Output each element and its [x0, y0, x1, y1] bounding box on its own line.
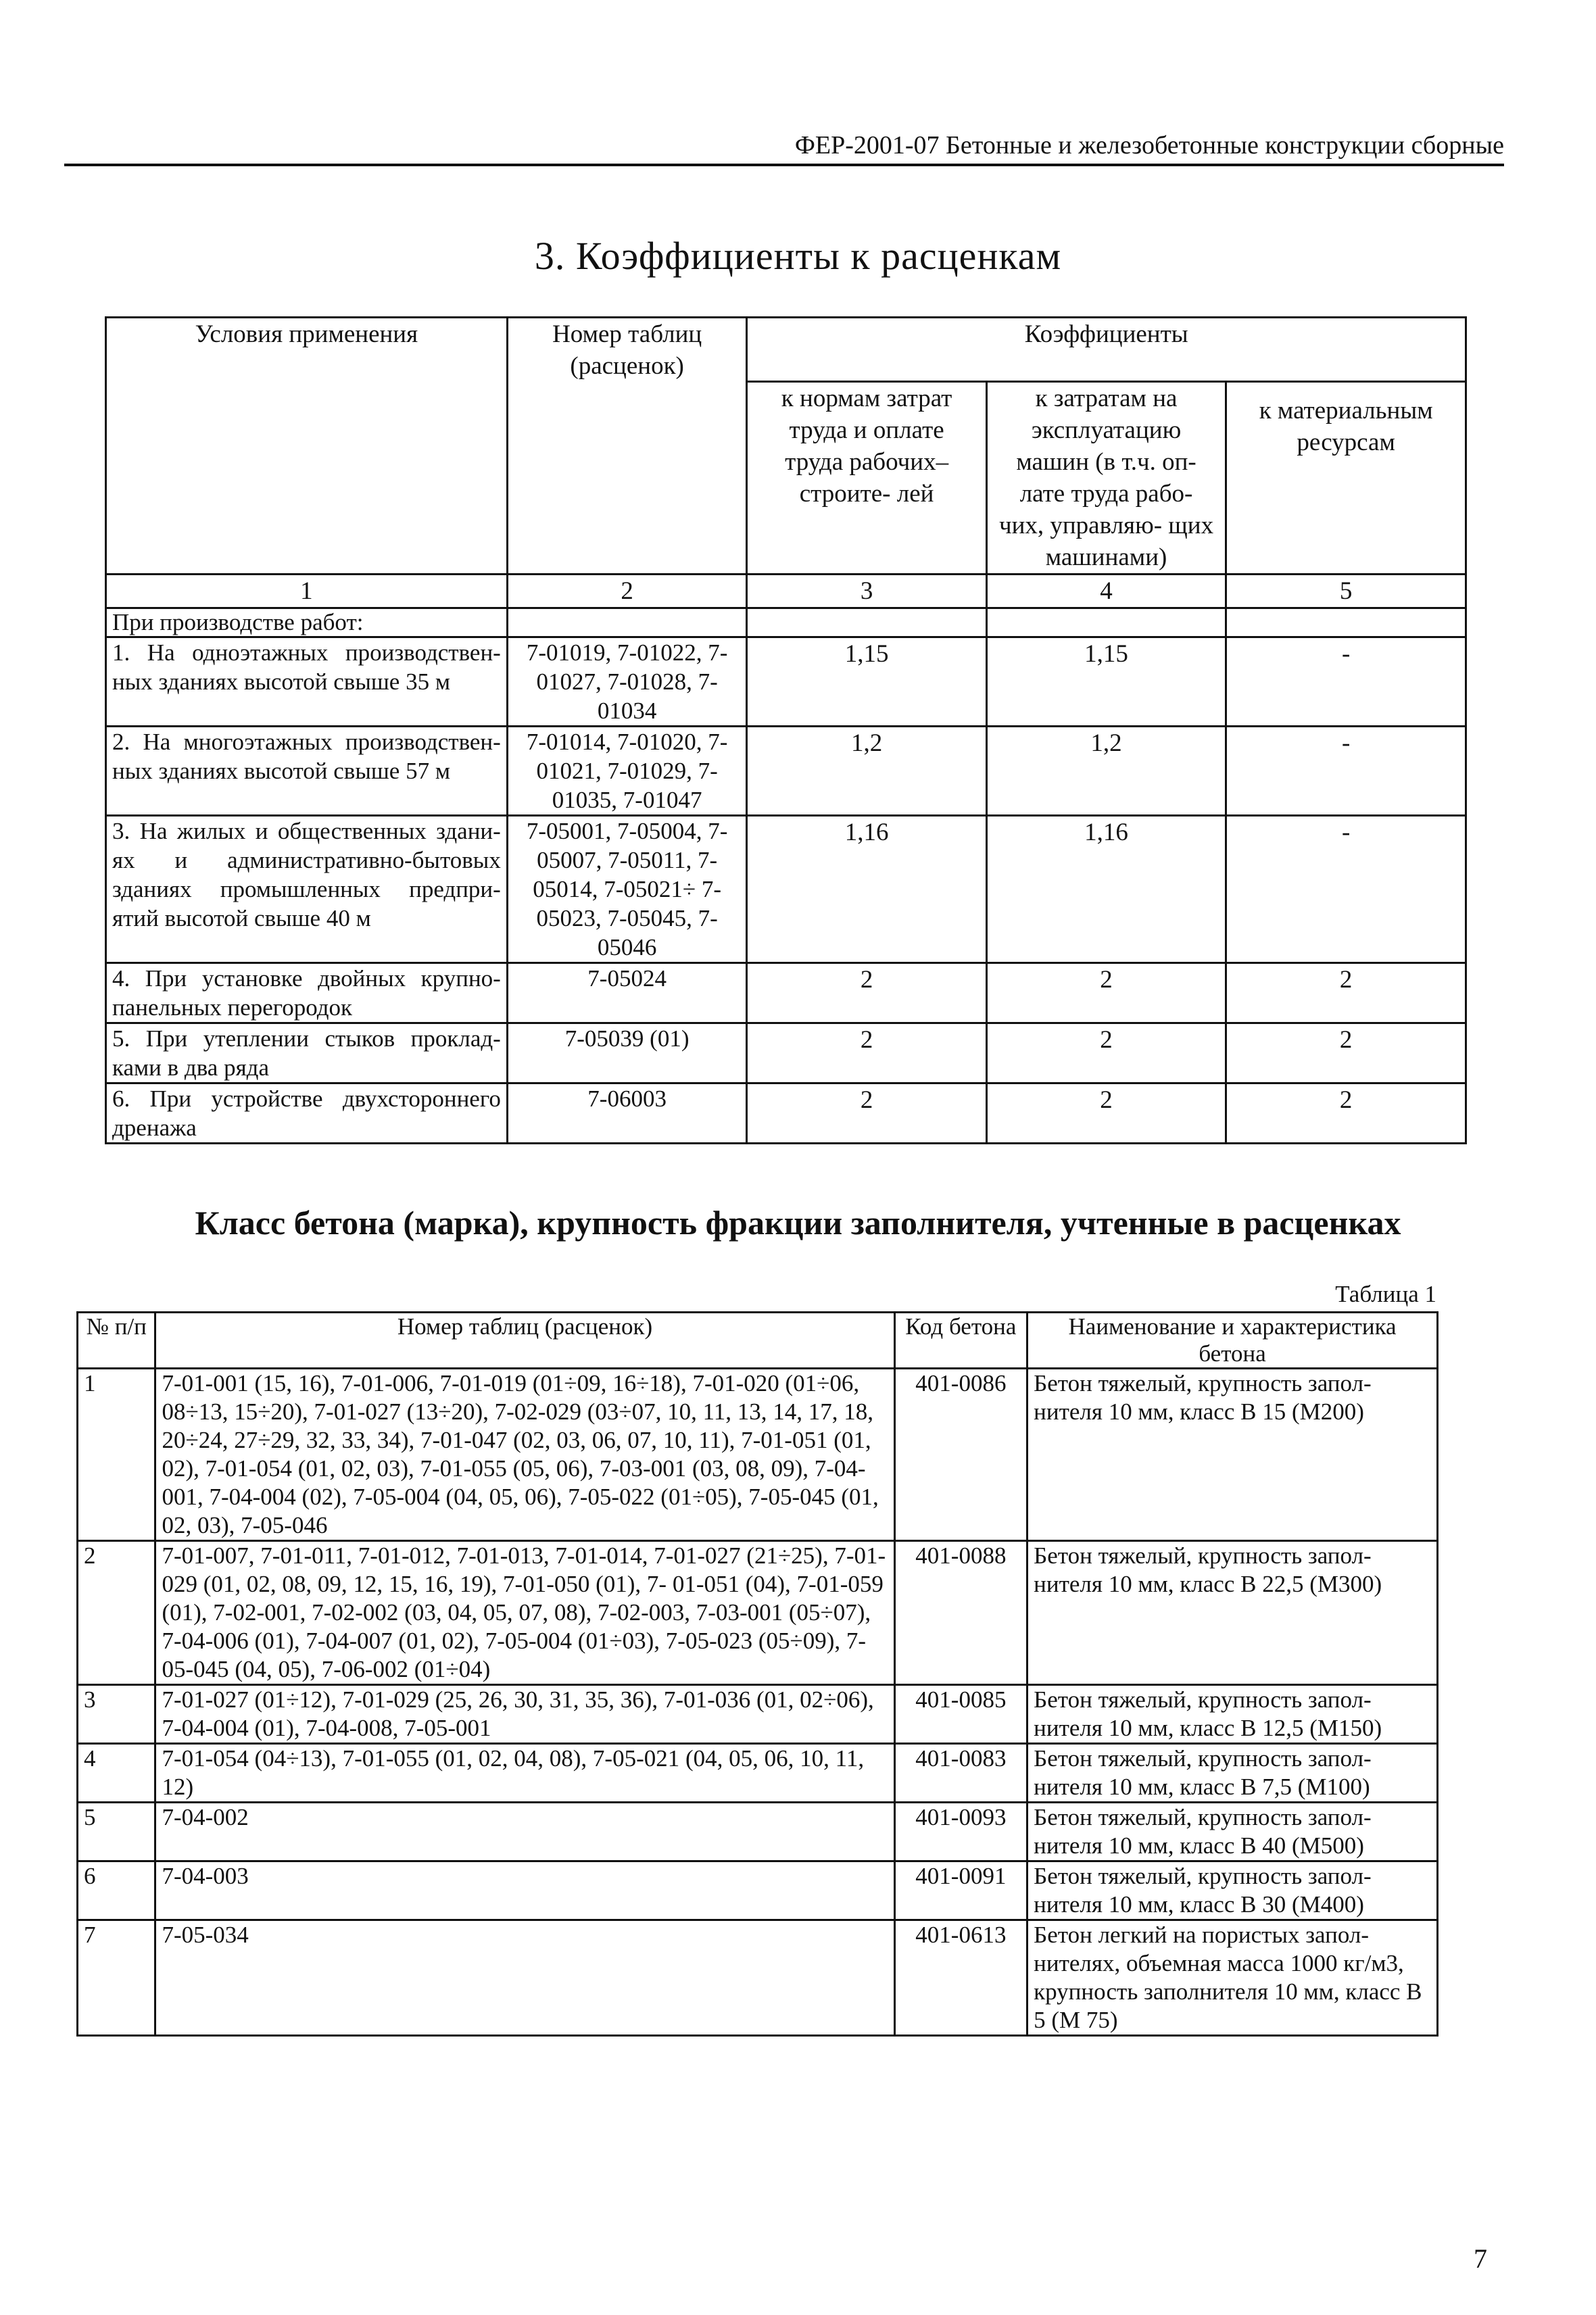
column-number: 4	[986, 575, 1226, 608]
column-number: 5	[1226, 575, 1466, 608]
tables-cell: 7-01-027 (01÷12), 7-01-029 (25, 26, 30, 31, 35, 36), 7-01-036 (01, 02÷06), 7-04-004 (01), 7-04-008, 7-05-001	[155, 1685, 894, 1744]
table-row	[106, 727, 1466, 816]
row-number: 2	[78, 1541, 155, 1685]
table-row	[106, 637, 1466, 727]
column-number-row	[106, 575, 1466, 608]
tables-cell: 7-05-034	[155, 1920, 894, 2036]
concrete-code: 401-0613	[894, 1920, 1027, 2036]
materials-coef: 2	[1226, 1083, 1466, 1144]
header-coefficients: Коэффициенты	[747, 318, 1466, 382]
concrete-code: 401-0093	[894, 1803, 1027, 1861]
concrete-description: Бетон тяжелый, крупность запол- нителя 10 мм, класс В 22,5 (М300)	[1027, 1541, 1438, 1685]
header-machines: к затратам на эксплуатацию машин (в т.ч. оп- лате труда рабо- чих, управляю- щих машинами)	[986, 382, 1226, 575]
group-row	[106, 608, 1466, 637]
table-row	[78, 1685, 1438, 1744]
table-row	[78, 1861, 1438, 1920]
concrete-code: 401-0086	[894, 1369, 1027, 1541]
table-label: Таблица 1	[1335, 1281, 1436, 1307]
condition-cell: 3. На жилых и общественных здани- ях и административно-бытовых зданиях промышленных предпри- ятий высотой свыше 40 м	[106, 816, 508, 963]
concrete-code: 401-0088	[894, 1541, 1027, 1685]
labor-coef: 2	[747, 963, 986, 1023]
row-number: 4	[78, 1744, 155, 1803]
column-number: 3	[747, 575, 986, 608]
concrete-class-table	[76, 1311, 1438, 2037]
section-title: 3. Коэффициенты к расценкам	[534, 234, 1062, 278]
table-row	[78, 1744, 1438, 1803]
row-number: 1	[78, 1369, 155, 1541]
concrete-description: Бетон легкий на пористых запол- нителях, объемная масса 1000 кг/м3, крупность заполнителя 10 мм, класс В 5 (М 75)	[1027, 1920, 1438, 2036]
table-row	[78, 1803, 1438, 1861]
materials-coef: -	[1226, 727, 1466, 816]
tables-cell: 7-04-002	[155, 1803, 894, 1861]
concrete-description: Бетон тяжелый, крупность запол- нителя 10 мм, класс В 12,5 (М150)	[1027, 1685, 1438, 1744]
machines-coef: 1,16	[986, 816, 1226, 963]
table-row	[106, 1083, 1466, 1144]
labor-coef: 2	[747, 1083, 986, 1144]
header-materials: к материальным ресурсам	[1226, 382, 1466, 575]
materials-coef: -	[1226, 637, 1466, 727]
row-number: 5	[78, 1803, 155, 1861]
column-number: 1	[106, 575, 508, 608]
condition-cell: 2. На многоэтажных производствен- ных зданиях высотой свыше 57 м	[106, 727, 508, 816]
table-row	[106, 816, 1466, 963]
tables-cell: 7-01019, 7-01022, 7-01027, 7-01028, 7-01034	[507, 637, 747, 727]
materials-coef: 2	[1226, 963, 1466, 1023]
header-conditions: Условия применения	[106, 318, 508, 575]
column-number: 2	[507, 575, 747, 608]
machines-coef: 2	[986, 1023, 1226, 1083]
machines-coef: 2	[986, 963, 1226, 1023]
table-row	[106, 963, 1466, 1023]
concrete-description: Бетон тяжелый, крупность запол- нителя 10 мм, класс В 30 (М400)	[1027, 1861, 1438, 1920]
header-labor: к нормам затрат труда и оплате труда рабочих–строите- лей	[747, 382, 986, 575]
labor-coef: 1,2	[747, 727, 986, 816]
condition-cell: 1. На одноэтажных производствен- ных зданиях высотой свыше 35 м	[106, 637, 508, 727]
machines-coef: 1,15	[986, 637, 1226, 727]
header-code: Код бетона	[894, 1313, 1027, 1369]
header-num: № п/п	[78, 1313, 155, 1369]
concrete-description: Бетон тяжелый, крупность запол- нителя 10 мм, класс В 7,5 (М100)	[1027, 1744, 1438, 1803]
concrete-class-title: Класс бетона (марка), крупность фракции заполнителя, учтенные в расценках	[195, 1204, 1401, 1242]
row-number: 6	[78, 1861, 155, 1920]
table-row	[78, 1920, 1438, 2036]
row-number: 7	[78, 1920, 155, 2036]
condition-cell: 6. При устройстве двухстороннего дренажа	[106, 1083, 508, 1144]
tables-cell: 7-05024	[507, 963, 747, 1023]
tables-cell: 7-01-054 (04÷13), 7-01-055 (01, 02, 04, 08), 7-05-021 (04, 05, 06, 10, 11, 12)	[155, 1744, 894, 1803]
concrete-description: Бетон тяжелый, крупность запол- нителя 10 мм, класс В 40 (М500)	[1027, 1803, 1438, 1861]
materials-coef: -	[1226, 816, 1466, 963]
tables-cell: 7-05039 (01)	[507, 1023, 747, 1083]
condition-cell: 5. При утеплении стыков проклад- ками в два ряда	[106, 1023, 508, 1083]
concrete-code: 401-0091	[894, 1861, 1027, 1920]
tables-cell: 7-01-001 (15, 16), 7-01-006, 7-01-019 (01÷09, 16÷18), 7-01-020 (01÷06, 08÷13, 15÷20), 7-01-027 (13÷20), 7-02-029 (03÷07, 10, 11, 13, 14, 17, 18, 20÷24, 27÷29, 32, 33, 34), 7-01-047 (02, 03, 06, 07, 10, 11), 7-01-051 (01, 02), 7-01-054 (01, 02, 03), 7-01-055 (05, 06), 7-03-001 (03, 08, 09), 7-04-001, 7-04-004 (02), 7-05-004 (04, 05, 06), 7-05-022 (01÷05), 7-05-045 (01, 02, 03), 7-05-046	[155, 1369, 894, 1541]
running-header: ФЕР-2001-07 Бетонные и железобетонные конструкции сборные	[64, 130, 1504, 166]
tables-cell: 7-01-007, 7-01-011, 7-01-012, 7-01-013, 7-01-014, 7-01-027 (21÷25), 7-01-029 (01, 02, 08, 09, 12, 15, 16, 19), 7-01-050 (01), 7- 01-051 (04), 7-01-059 (01), 7-02-001, 7-02-002 (03, 04, 05, 07, 08), 7-02-003, 7-03-001 (05÷07), 7-04-006 (01), 7-04-007 (01, 02), 7-05-004 (01÷03), 7-05-023 (05÷09), 7-05-045 (04, 05), 7-06-002 (01÷04)	[155, 1541, 894, 1685]
concrete-code: 401-0085	[894, 1685, 1027, 1744]
tables-cell: 7-05001, 7-05004, 7- 05007, 7-05011, 7- 05014, 7-05021÷ 7- 05023, 7-05045, 7- 05046	[507, 816, 747, 963]
concrete-code: 401-0083	[894, 1744, 1027, 1803]
machines-coef: 1,2	[986, 727, 1226, 816]
table-row	[106, 1023, 1466, 1083]
tables-cell: 7-06003	[507, 1083, 747, 1144]
header-name: Наименование и характеристика бетона	[1027, 1313, 1438, 1369]
header-table-numbers: Номер таблиц (расценок)	[507, 318, 747, 575]
header-row	[78, 1313, 1438, 1369]
condition-cell: 4. При установке двойных крупно- панельных перегородок	[106, 963, 508, 1023]
page-number: 7	[1474, 2243, 1487, 2274]
concrete-description: Бетон тяжелый, крупность запол- нителя 10 мм, класс В 15 (М200)	[1027, 1369, 1438, 1541]
machines-coef: 2	[986, 1083, 1226, 1144]
coefficients-table	[105, 316, 1467, 1144]
labor-coef: 1,16	[747, 816, 986, 963]
group-label: При производстве работ:	[106, 608, 508, 637]
tables-cell: 7-04-003	[155, 1861, 894, 1920]
materials-coef: 2	[1226, 1023, 1466, 1083]
tables-cell: 7-01014, 7-01020, 7-01021, 7-01029, 7-01035, 7-01047	[507, 727, 747, 816]
header-row	[106, 318, 1466, 382]
table-row	[78, 1541, 1438, 1685]
row-number: 3	[78, 1685, 155, 1744]
table-row	[78, 1369, 1438, 1541]
labor-coef: 2	[747, 1023, 986, 1083]
header-tables: Номер таблиц (расценок)	[155, 1313, 894, 1369]
labor-coef: 1,15	[747, 637, 986, 727]
